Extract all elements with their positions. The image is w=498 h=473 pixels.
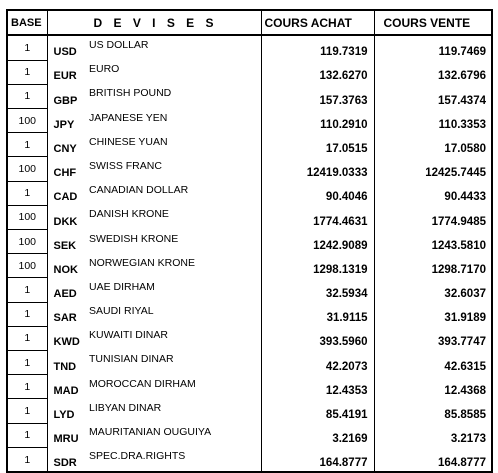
- sell-rate: 31.9189: [374, 302, 492, 326]
- base-cell: 1: [7, 375, 47, 399]
- table-row: [7, 157, 492, 181]
- currency-code: NOK: [47, 254, 85, 278]
- currency-name: JAPANESE YEN: [85, 109, 261, 133]
- base-cell: 1: [7, 326, 47, 350]
- sell-rate: 17.0580: [374, 133, 492, 157]
- buy-rate: 119.7319: [261, 35, 374, 60]
- base-cell: 100: [7, 109, 47, 133]
- currency-code: CHF: [47, 157, 85, 181]
- currency-name: CANADIAN DOLLAR: [85, 181, 261, 205]
- currency-name: SWISS FRANC: [85, 157, 261, 181]
- currency-code: EUR: [47, 60, 85, 84]
- table-row: [7, 84, 492, 108]
- buy-rate: 132.6270: [261, 60, 374, 84]
- base-cell: 1: [7, 423, 47, 447]
- header-cours-achat: COURS ACHAT: [261, 10, 374, 35]
- table-body: [7, 35, 492, 472]
- currency-code: JPY: [47, 109, 85, 133]
- base-cell: 1: [7, 35, 47, 60]
- currency-name: EURO: [85, 60, 261, 84]
- buy-rate: 42.2073: [261, 350, 374, 374]
- table-row: [7, 205, 492, 229]
- header-row: [7, 10, 492, 35]
- sell-rate: 3.2173: [374, 423, 492, 447]
- currency-code: TND: [47, 350, 85, 374]
- header-base: BASE: [7, 10, 47, 35]
- sell-rate: 119.7469: [374, 35, 492, 60]
- currency-code: GBP: [47, 84, 85, 108]
- sell-rate: 157.4374: [374, 84, 492, 108]
- buy-rate: 12.4353: [261, 375, 374, 399]
- buy-rate: 110.2910: [261, 109, 374, 133]
- table-row: [7, 254, 492, 278]
- sell-rate: 90.4433: [374, 181, 492, 205]
- currency-code: CNY: [47, 133, 85, 157]
- currency-code: MAD: [47, 375, 85, 399]
- currency-name: BRITISH POUND: [85, 84, 261, 108]
- header-devises: D E V I S E S: [47, 10, 261, 35]
- buy-rate: 90.4046: [261, 181, 374, 205]
- sell-rate: 42.6315: [374, 350, 492, 374]
- sell-rate: 164.8777: [374, 447, 492, 472]
- currency-name: LIBYAN DINAR: [85, 399, 261, 423]
- header-cours-vente: COURS VENTE: [374, 10, 492, 35]
- buy-rate: 1298.1319: [261, 254, 374, 278]
- table-row: [7, 447, 492, 472]
- currency-code: KWD: [47, 326, 85, 350]
- currency-name: SAUDI RIYAL: [85, 302, 261, 326]
- base-cell: 100: [7, 157, 47, 181]
- buy-rate: 17.0515: [261, 133, 374, 157]
- table-row: [7, 423, 492, 447]
- base-cell: 100: [7, 205, 47, 229]
- exchange-rate-table: [6, 9, 493, 473]
- table-row: [7, 278, 492, 302]
- currency-code: SDR: [47, 447, 85, 472]
- buy-rate: 85.4191: [261, 399, 374, 423]
- base-cell: 100: [7, 230, 47, 254]
- buy-rate: 393.5960: [261, 326, 374, 350]
- currency-code: CAD: [47, 181, 85, 205]
- table-row: [7, 302, 492, 326]
- base-cell: 100: [7, 254, 47, 278]
- base-cell: 1: [7, 84, 47, 108]
- currency-code: DKK: [47, 205, 85, 229]
- buy-rate: 164.8777: [261, 447, 374, 472]
- buy-rate: 32.5934: [261, 278, 374, 302]
- buy-rate: 1774.4631: [261, 205, 374, 229]
- buy-rate: 1242.9089: [261, 230, 374, 254]
- sell-rate: 1774.9485: [374, 205, 492, 229]
- base-cell: 1: [7, 302, 47, 326]
- currency-name: DANISH KRONE: [85, 205, 261, 229]
- base-cell: 1: [7, 399, 47, 423]
- buy-rate: 3.2169: [261, 423, 374, 447]
- currency-code: USD: [47, 35, 85, 60]
- currency-code: AED: [47, 278, 85, 302]
- table-header: [7, 10, 492, 35]
- base-cell: 1: [7, 278, 47, 302]
- table-row: [7, 350, 492, 374]
- currency-code: MRU: [47, 423, 85, 447]
- currency-code: SAR: [47, 302, 85, 326]
- base-cell: 1: [7, 133, 47, 157]
- buy-rate: 157.3763: [261, 84, 374, 108]
- currency-name: SPEC.DRA.RIGHTS: [85, 447, 261, 472]
- sell-rate: 393.7747: [374, 326, 492, 350]
- table-row: [7, 60, 492, 84]
- table-row: [7, 399, 492, 423]
- currency-name: NORWEGIAN KRONE: [85, 254, 261, 278]
- table-row: [7, 133, 492, 157]
- currency-code: LYD: [47, 399, 85, 423]
- table-row: [7, 181, 492, 205]
- sell-rate: 132.6796: [374, 60, 492, 84]
- currency-code: SEK: [47, 230, 85, 254]
- sell-rate: 32.6037: [374, 278, 492, 302]
- currency-name: MOROCCAN DIRHAM: [85, 375, 261, 399]
- currency-name: TUNISIAN DINAR: [85, 350, 261, 374]
- sell-rate: 12.4368: [374, 375, 492, 399]
- base-cell: 1: [7, 60, 47, 84]
- buy-rate: 31.9115: [261, 302, 374, 326]
- sell-rate: 12425.7445: [374, 157, 492, 181]
- base-cell: 1: [7, 447, 47, 472]
- sell-rate: 1243.5810: [374, 230, 492, 254]
- currency-name: US DOLLAR: [85, 35, 261, 60]
- sell-rate: 110.3353: [374, 109, 492, 133]
- currency-name: MAURITANIAN OUGUIYA: [85, 423, 261, 447]
- table-row: [7, 326, 492, 350]
- base-cell: 1: [7, 181, 47, 205]
- base-cell: 1: [7, 350, 47, 374]
- currency-name: KUWAITI DINAR: [85, 326, 261, 350]
- sell-rate: 1298.7170: [374, 254, 492, 278]
- table-row: [7, 109, 492, 133]
- table-row: [7, 35, 492, 60]
- table-row: [7, 375, 492, 399]
- currency-name: UAE DIRHAM: [85, 278, 261, 302]
- sell-rate: 85.8585: [374, 399, 492, 423]
- currency-name: CHINESE YUAN: [85, 133, 261, 157]
- currency-name: SWEDISH KRONE: [85, 230, 261, 254]
- table-row: [7, 230, 492, 254]
- buy-rate: 12419.0333: [261, 157, 374, 181]
